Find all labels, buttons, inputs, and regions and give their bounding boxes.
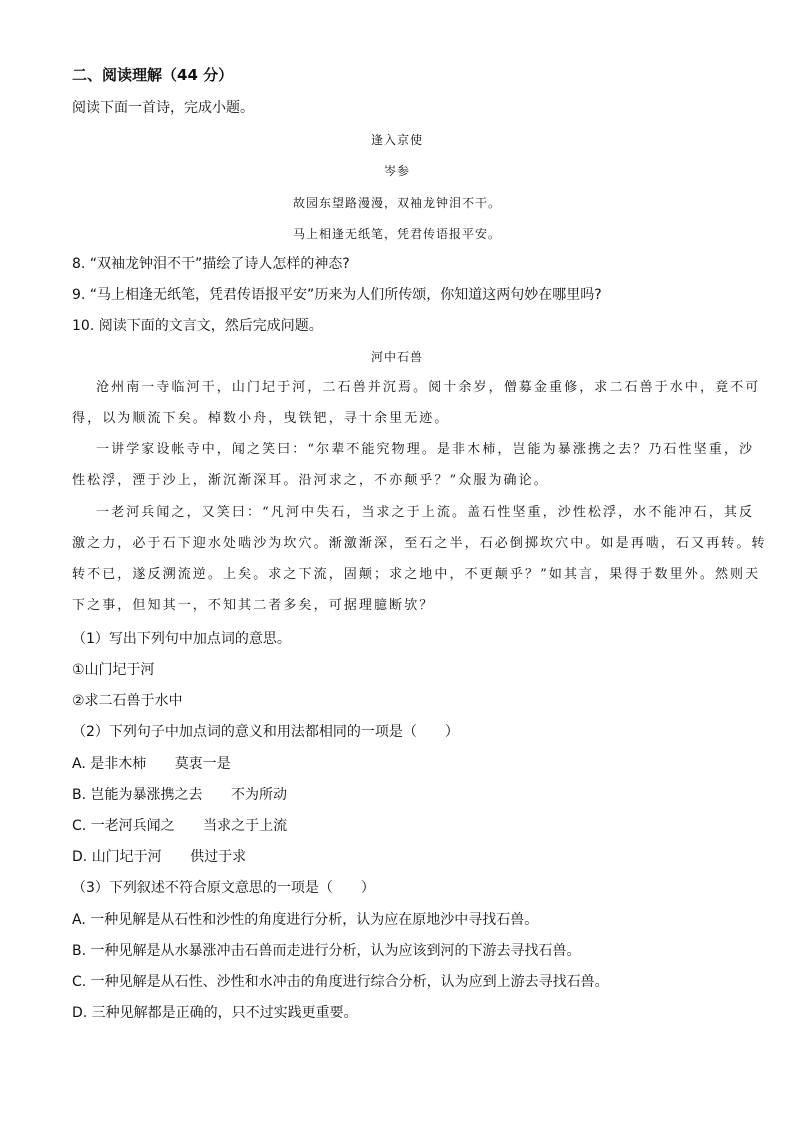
option-row-d: [72, 848, 724, 866]
option-row: A. 一种见解是从石性和沙性的角度进行分析，认为应在原地沙中寻找石兽。: [72, 912, 539, 928]
subquestion-2-prompt: （2）下列句子中加点词的意义和用法都相同的一项是（ ）: [72, 724, 459, 740]
passage-line: 沧州南一寺临河干，山门圮于河，二石兽并沉焉。阅十余岁，僧募金重修，求二石兽于水中，竟不可: [96, 380, 761, 395]
subquestion-1-item: ②求二石兽于水中: [72, 693, 183, 709]
section-title: 二、阅读理解（44 分）: [72, 66, 234, 84]
poem-line-2: 马上相逢无纸笔，凭君传语报平安。: [292, 227, 501, 241]
passage-line: 激之力，必于石下迎水处啮沙为坎穴。渐激渐深，至石之半，石必倒掷坎穴中。如是再啮，石又再转。转: [72, 536, 767, 551]
option-left: 一老河兵闻之: [90, 818, 175, 834]
option-left: 山门圮于河: [91, 849, 162, 865]
option-row: C. 一种见解是从石性、沙性和水冲击的角度进行综合分析，认为应到上游去寻找石兽。: [72, 974, 609, 990]
option-right: 莫衷一是: [174, 756, 231, 772]
passage-line: 性松浮，湮于沙上，渐沉渐深耳。沿河求之，不亦颠乎？”众服为确论。: [72, 473, 549, 488]
option-right: 不为所动: [230, 787, 287, 803]
option-label: D.: [72, 849, 88, 865]
passage-line: 一老河兵闻之，又笑曰：“凡河中失石，当求之于上流。盖石性坚重，沙性松浮，水不能冲石，其反: [96, 505, 755, 520]
poem-author: 岑参: [383, 164, 410, 178]
passage-line: 下之事，但知其一，不知其二者多矣，可据理臆断欤？: [72, 598, 435, 613]
option-label: A.: [72, 756, 86, 772]
option-left: 是非木柿: [90, 756, 147, 772]
option-right: 当求之于上流: [203, 818, 288, 834]
question-10-prompt: 10. 阅读下面的文言文，然后完成问题。: [72, 318, 323, 334]
subquestion-1-prompt: （1）写出下列句中加点词的意思。: [72, 631, 291, 647]
passage-line: 一讲学家设帐寺中，闻之笑曰：“尔辈不能究物理。是非木柿，岂能为暴涨携之去？乃石性坚重，沙: [96, 442, 755, 457]
passage-line: 得，以为顺流下矣。棹数小舟，曳铁钯，寻十余里无迹。: [72, 411, 450, 426]
poem-line-1: 故园东望路漫漫，双袖龙钟泪不干。: [292, 196, 501, 210]
option-label: B.: [72, 787, 87, 803]
subquestion-3-prompt: （3）下列叙述不符合原文意思的一项是（ ）: [72, 880, 375, 896]
poem-title: 逢入京使: [370, 133, 423, 147]
question-9: 9. “马上相逢无纸笔，凭君传语报平安”历来为人们所传颂，你知道这两句妙在哪里吗?: [72, 287, 602, 303]
option-row: B. 一种见解是从水暴涨冲击石兽而走进行分析，认为应该到河的下游去寻找石兽。: [72, 943, 581, 959]
option-row-b: [72, 786, 724, 804]
option-row-c: [72, 817, 724, 835]
passage-title: 河中石兽: [370, 350, 423, 364]
option-row-a: [72, 755, 724, 773]
subquestion-1-item: ①山门圮于河: [72, 662, 155, 678]
question-8: 8. “双袖龙钟泪不干”描绘了诗人怎样的神态?: [72, 256, 350, 272]
option-right: 供过于求: [190, 849, 247, 865]
option-row: D. 三种见解都是正确的，只不过实践更重要。: [72, 1005, 358, 1021]
section-intro: 阅读下面一首诗，完成小题。: [72, 100, 254, 116]
passage-line: 转不已，遂反溯流逆。上矣。求之下流，固颠；求之地中，不更颠乎？”如其言，果得于数里外。然则天: [72, 567, 761, 582]
option-label: C.: [72, 818, 87, 834]
option-left: 岂能为暴涨携之去: [90, 787, 203, 803]
